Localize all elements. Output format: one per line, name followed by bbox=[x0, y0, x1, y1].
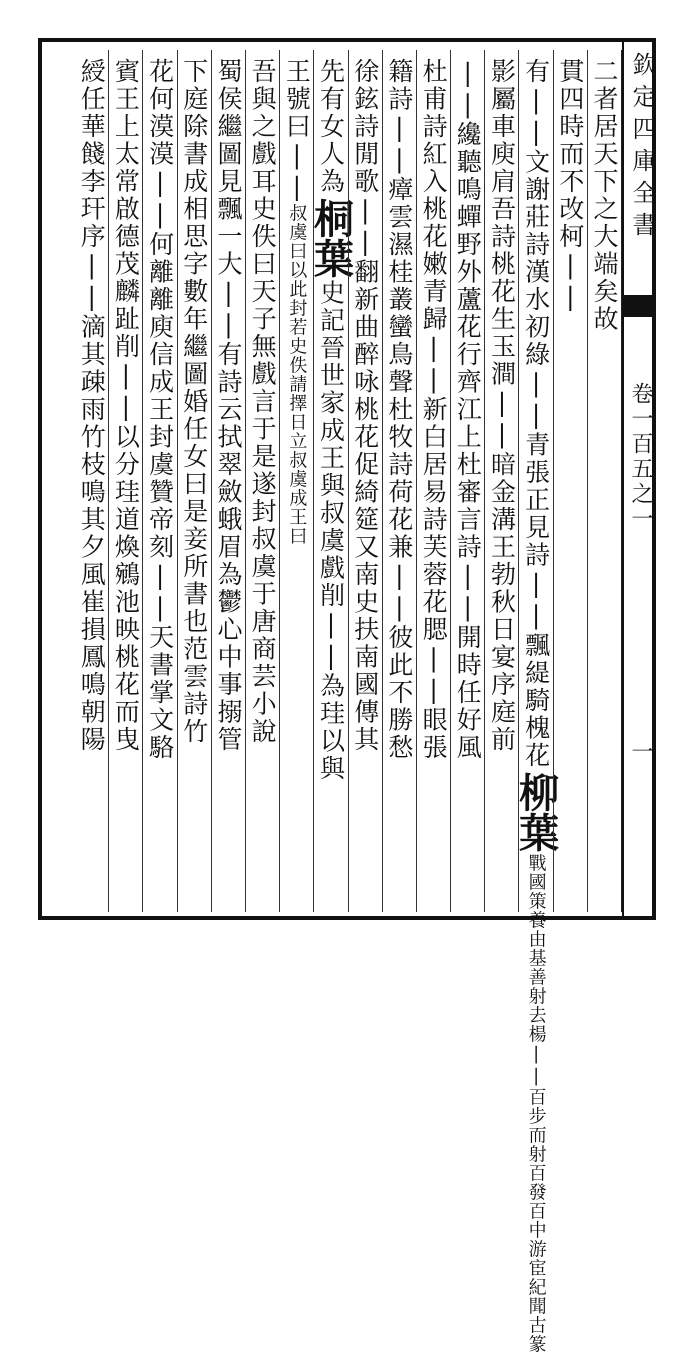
column-text: 吾與之戲耳史佚曰天子無戲言于是遂封叔虞于唐商芸小說 bbox=[248, 58, 278, 746]
column-text: 史記晉世家成王與叔虞戲削||為珪以與 bbox=[316, 279, 346, 783]
margin-book-title: 欽定四庫全書 bbox=[628, 52, 656, 244]
text-column bbox=[177, 50, 211, 912]
margin-volume-label: 卷一百五之一 bbox=[628, 382, 653, 532]
text-column bbox=[74, 50, 108, 912]
column-text: 杜甫詩紅入桃花嫩青歸||新白居易詩芙蓉花腮||眼張 bbox=[419, 58, 449, 762]
text-column bbox=[142, 50, 176, 912]
text-column bbox=[512, 50, 560, 1354]
column-text: 影屬車庾肩吾詩桃花生玉澗||暗金溝王勃秋日宴序庭前 bbox=[487, 58, 517, 754]
text-column bbox=[450, 50, 484, 912]
text-column bbox=[587, 50, 621, 912]
entry-heading: 桐葉 bbox=[307, 197, 355, 278]
column-text: ||纔聽鳴蟬野外蘆花行齊江上杜審言詩||開時任好風 bbox=[453, 58, 483, 762]
column-text: 綬任華餞李玕序||滴其疎雨竹枝鳴其夕風崔損鳳鳴朝陽 bbox=[77, 58, 107, 754]
column-text: 有||文謝莊詩漢水初綠||青張正見詩||飄緹騎槐花 bbox=[521, 58, 551, 770]
text-columns bbox=[50, 50, 622, 1354]
text-column bbox=[108, 50, 142, 912]
column-text: 花何漠漠||何離離庾信成王封虞贊帝刻||天書掌文駱 bbox=[145, 58, 175, 762]
text-column bbox=[348, 50, 382, 912]
column-text: 王號曰|| bbox=[282, 58, 312, 204]
text-column bbox=[382, 50, 416, 912]
text-column bbox=[211, 50, 245, 912]
column-text: 二者居天下之大端矣故 bbox=[590, 58, 619, 333]
text-column bbox=[553, 50, 587, 912]
entry-heading: 柳葉 bbox=[512, 771, 560, 852]
margin-page-number: 一 bbox=[628, 740, 653, 762]
text-column bbox=[279, 50, 313, 912]
annotation-text: 戰國策養由基善射去楊||百步而射百發百中游宦紀聞古篆 bbox=[525, 853, 547, 1354]
column-text: 蜀侯繼圖見飄一大||有詩云拭翠斂蛾眉為鬱心中事搦管 bbox=[213, 58, 243, 754]
column-text: 貫四時而不改柯|| bbox=[555, 58, 585, 314]
column-text: 賓王上太常啟德茂麟趾削||以分珪道煥鵷池映桃花而曳 bbox=[111, 58, 141, 754]
fishtail-mark bbox=[622, 295, 656, 317]
column-text: 下庭除書成相思字數年繼圖婚任女曰是妾所書也范雲詩竹 bbox=[179, 58, 209, 746]
annotation-text: 叔虞曰以此封若史佚請擇日立叔虞成王曰 bbox=[286, 203, 308, 546]
text-column bbox=[245, 50, 279, 912]
column-text: 籍詩||瘴雲濕桂叢蠻鳥聲杜牧詩荷花兼||彼此不勝愁 bbox=[384, 58, 414, 762]
column-text: 徐鉉詩閒歌||翻新曲醉咏桃花促綺筵又南史扶南國傳其 bbox=[350, 58, 380, 754]
text-column bbox=[307, 50, 355, 912]
column-text: 先有女人為 bbox=[316, 58, 346, 196]
text-column bbox=[416, 50, 450, 912]
